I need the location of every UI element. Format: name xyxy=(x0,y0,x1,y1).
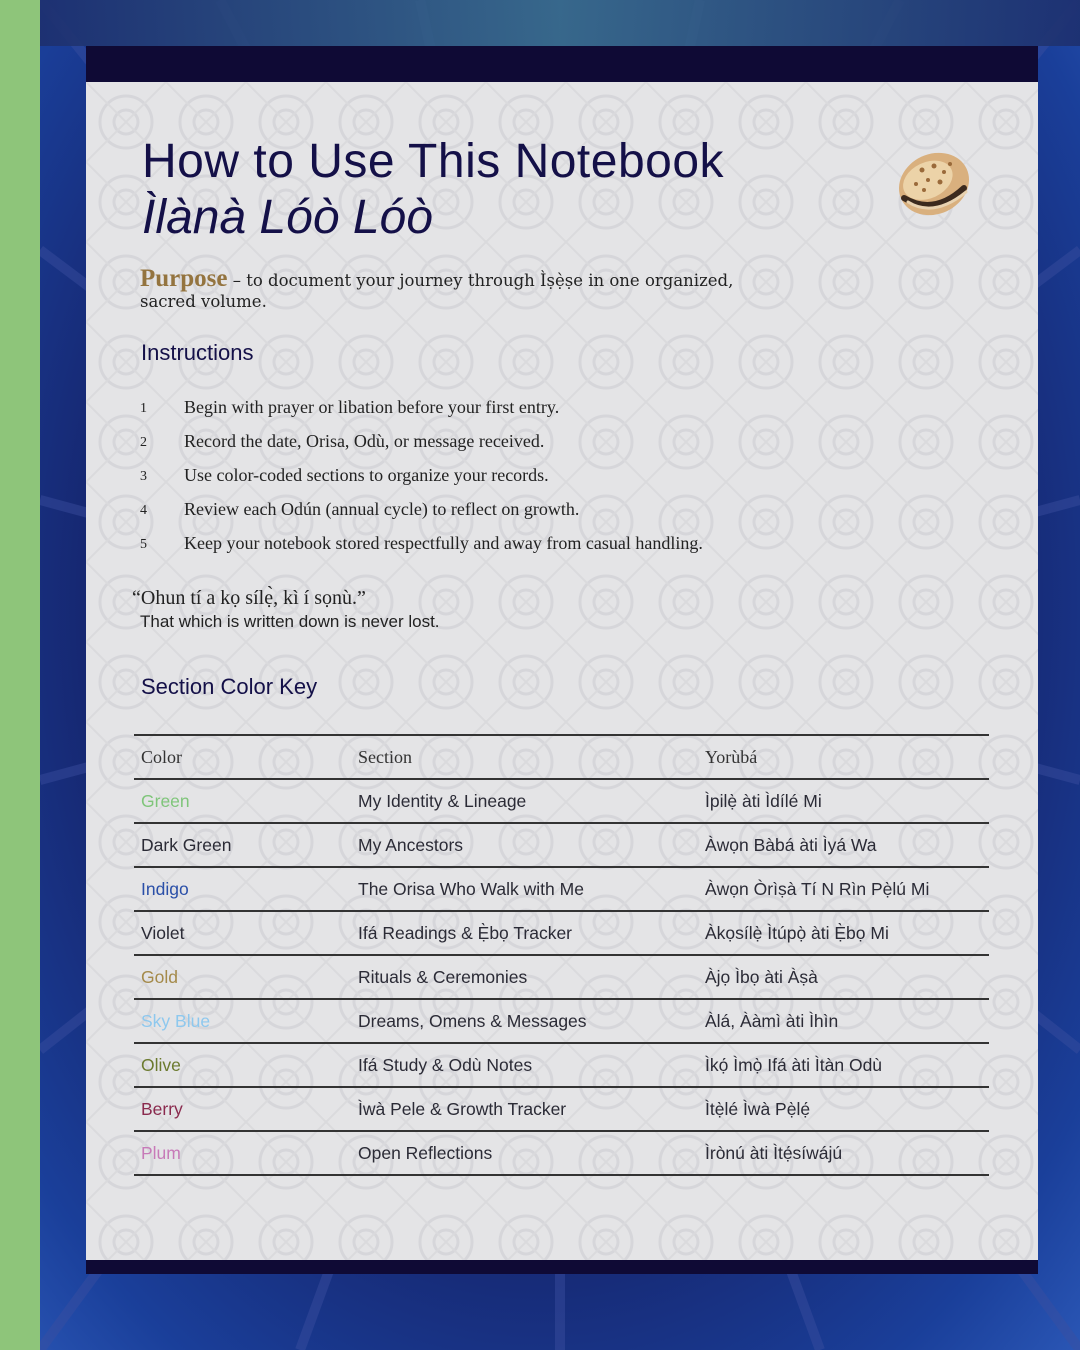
table-row xyxy=(134,823,989,867)
color-name: Indigo xyxy=(134,867,351,911)
yoruba-name: Àkọsílẹ̀ Ìtúpọ̀ àti Ẹ̀bọ Mi xyxy=(698,911,989,955)
instructions-heading: Instructions xyxy=(141,340,254,365)
table-header-row xyxy=(134,735,989,779)
quote-translation: That which is written down is never lost. xyxy=(140,612,440,631)
table-row xyxy=(134,779,989,823)
column-header-color: Color xyxy=(134,735,351,779)
color-name: Plum xyxy=(134,1131,351,1175)
section-name: Rituals & Ceremonies xyxy=(351,955,698,999)
yoruba-name: Ìpilẹ̀ àti Ìdílé Mi xyxy=(698,779,989,823)
color-name: Sky Blue xyxy=(134,999,351,1043)
top-decor-band xyxy=(40,0,1080,46)
yoruba-name: Àlá, Ààmì àti Ìhìn xyxy=(698,999,989,1043)
step-text: Keep your notebook stored respectfully and away from casual handling. xyxy=(184,533,703,553)
yoruba-name: Ìkọ́ Ìmọ̀ Ifá àti Ìtàn Odù xyxy=(698,1043,989,1087)
yoruba-name: Àwọn Bàbá àti Ìyá Wa xyxy=(698,823,989,867)
page-subtitle: Ìlànà Lóò Lóò xyxy=(142,191,433,244)
color-name: Berry xyxy=(134,1087,351,1131)
page-content xyxy=(86,82,1038,1260)
section-name: Ifá Readings & Ẹ̀bọ Tracker xyxy=(351,911,698,955)
table-row xyxy=(134,955,989,999)
step-number: 1 xyxy=(140,401,147,416)
yoruba-name: Àwọn Òrìṣà Tí N Rìn Pẹ̀lú Mi xyxy=(698,867,989,911)
yoruba-name: Ìrònú àti Ìtẹ́síwájú xyxy=(698,1131,989,1175)
color-name: Dark Green xyxy=(134,823,351,867)
step-text: Record the date, Orisa, Odù, or message received. xyxy=(184,431,545,451)
section-name: Ifá Study & Odù Notes xyxy=(351,1043,698,1087)
cowrie-shell-icon xyxy=(894,146,974,226)
left-accent-strip xyxy=(0,0,40,1350)
yoruba-name: Àjọ Ìbọ àti Àṣà xyxy=(698,955,989,999)
section-name: Dreams, Omens & Messages xyxy=(351,999,698,1043)
table-row xyxy=(134,911,989,955)
step-number: 2 xyxy=(140,435,147,450)
step-text: Review each Odún (annual cycle) to reflect on growth. xyxy=(184,499,580,519)
yoruba-quote: “Ohun tí a kọ sílẹ̀, kì í sọnù.” xyxy=(132,587,366,609)
section-name: My Identity & Lineage xyxy=(351,779,698,823)
section-name: My Ancestors xyxy=(351,823,698,867)
section-name: Ìwà Pele & Growth Tracker xyxy=(351,1087,698,1131)
color-name: Violet xyxy=(134,911,351,955)
step-number: 5 xyxy=(140,537,147,552)
yoruba-name: Ìtẹ̀lé Ìwà Pẹ̀lẹ́ xyxy=(698,1087,989,1131)
step-text: Begin with prayer or libation before your first entry. xyxy=(184,397,560,417)
table-row xyxy=(134,1131,989,1175)
table-row xyxy=(134,867,989,911)
section-name: Open Reflections xyxy=(351,1131,698,1175)
step-number: 4 xyxy=(140,503,147,518)
column-header-yoruba: Yorùbá xyxy=(698,735,989,779)
purpose-label: Purpose xyxy=(140,265,228,292)
section-name: The Orisa Who Walk with Me xyxy=(351,867,698,911)
color-key-table xyxy=(134,734,989,1176)
color-name: Gold xyxy=(134,955,351,999)
color-name: Olive xyxy=(134,1043,351,1087)
table-row xyxy=(134,1087,989,1131)
page-title: How to Use This Notebook xyxy=(142,135,725,188)
table-row xyxy=(134,999,989,1043)
color-key-heading: Section Color Key xyxy=(141,674,318,699)
step-text: Use color-coded sections to organize your records. xyxy=(184,465,549,485)
color-name: Green xyxy=(134,779,351,823)
notebook-page xyxy=(86,82,1038,1260)
column-header-section: Section xyxy=(351,735,698,779)
step-number: 3 xyxy=(140,469,147,484)
table-row xyxy=(134,1043,989,1087)
purpose-text: – to document your journey through Ìṣẹ̀ṣe in one organized, sacred volume. xyxy=(140,271,734,311)
purpose-paragraph xyxy=(140,265,760,312)
